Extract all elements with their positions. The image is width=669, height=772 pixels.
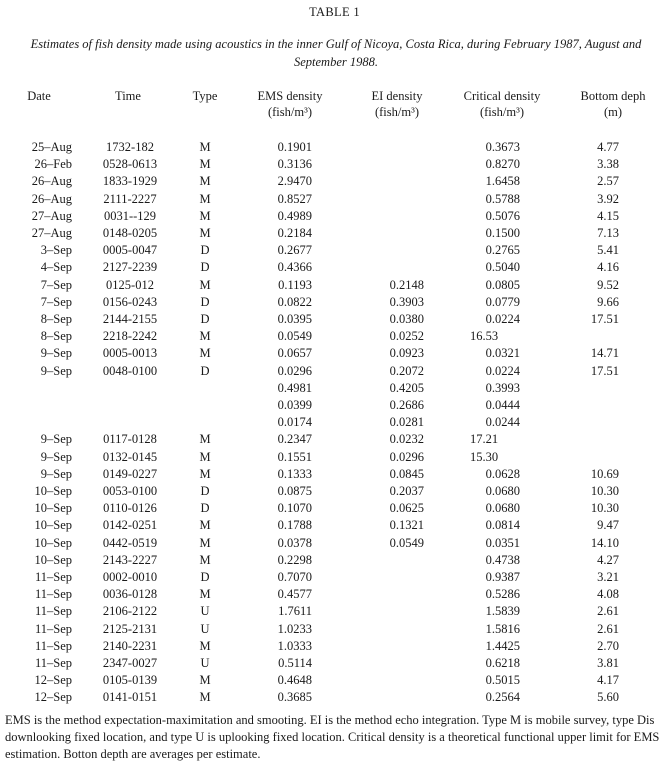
cell-bottom-depth: 4.77 [597,140,619,154]
cell-date: 11–Sep [34,621,72,636]
table-row [0,483,669,499]
cell-ems-density: 0.1333 [277,466,312,481]
cell-critical-density: 0.0680 [485,484,520,498]
cell-bottom-depth: 9.66 [597,294,619,309]
cell-time: 0002-0010 [102,570,158,584]
table-row [0,552,669,568]
cell-time: 0048-0100 [102,363,158,378]
cell-ems-density: 0.0378 [277,535,312,550]
cell-critical-density: 0.0321 [485,346,520,361]
cell-time: 0125-012 [106,277,154,292]
table-row [0,466,669,482]
cell-bottom-depth: 4.27 [597,552,619,567]
cell-bottom-depth: 2.61 [597,604,619,619]
cell-type: M [199,226,211,240]
table-row [0,621,669,637]
cell-ei-density: 0.3903 [389,294,424,309]
cell-ems-density: 0.7070 [277,570,312,584]
cell-bottom-depth: 5.41 [597,243,619,258]
cell-date: 11–Sep [34,638,72,653]
cell-bottom-depth: 3.92 [597,191,619,206]
cell-bottom-depth: 10.30 [590,501,619,516]
cell-ei-density: 0.2148 [389,277,424,292]
cell-ems-density: 0.5114 [278,656,312,670]
cell-time: 1732-182 [106,140,154,154]
header-ei-label: EI density [371,89,423,103]
cell-type: M [199,638,211,653]
table-row [0,535,669,551]
cell-bottom-depth: 4.16 [597,260,619,275]
cell-date: 11–Sep [34,604,72,619]
cell-ems-density: 0.8527 [277,191,312,206]
cell-critical-density: 0.0224 [485,363,520,378]
cell-ei-density: 0.1321 [389,518,424,533]
cell-ems-density: 0.4648 [277,673,312,688]
cell-bottom-depth: 9.47 [597,518,619,533]
cell-time: 0110-0126 [103,501,157,516]
cell-bottom-depth: 5.60 [597,690,619,705]
cell-critical-density: 0.5788 [485,191,520,206]
header-critical [452,88,552,120]
cell-critical-density: 17.21 [470,432,499,447]
table-row [0,638,669,654]
cell-type: M [199,432,211,447]
cell-date: 26–Feb [34,157,72,172]
cell-ems-density: 1.0233 [277,621,312,636]
cell-bottom-depth: 10.69 [590,466,619,481]
cell-ems-density: 0.0822 [277,294,312,309]
cell-ei-density: 0.0845 [389,466,424,481]
cell-type: D [200,363,210,378]
cell-ei-density: 0.4205 [389,380,424,395]
cell-date: 10–Sep [34,535,72,550]
cell-bottom-depth: 10.30 [590,484,619,498]
cell-date: 10–Sep [34,552,72,567]
cell-critical-density: 0.2564 [485,690,520,705]
cell-ems-density: 0.4366 [277,260,312,275]
cell-type: M [199,346,211,361]
cell-time: 2127-2239 [102,260,158,275]
cell-time: 2347-0027 [102,656,158,670]
cell-bottom-depth: 4.15 [597,208,619,223]
table-row [0,156,669,172]
cell-type: U [200,621,210,636]
table-row [0,139,669,155]
cell-type: M [199,174,211,189]
cell-ems-density: 0.3685 [277,690,312,705]
cell-ems-density: 0.0875 [277,484,312,498]
cell-critical-density: 0.0224 [485,312,520,326]
cell-critical-density: 0.0779 [485,294,520,309]
table-row [0,500,669,516]
cell-time: 0156-0243 [102,294,158,309]
cell-time: 2111-2227 [103,191,157,206]
header-bottom-unit: (m) [603,105,623,119]
cell-critical-density: 0.3993 [485,380,520,395]
cell-type: D [200,312,210,326]
cell-critical-density: 0.0805 [485,277,520,292]
cell-date: 27–Aug [31,226,72,240]
cell-ems-density: 0.0399 [277,398,312,412]
cell-bottom-depth: 3.38 [597,157,619,172]
table-footnote: EMS is the method expectation-maximitation and smooting. EI is the method echo integration. Type M is mobile survey, type Dis downlooking fixed location, and type U is uplooking fixed location. Critical density is a theoretical functional upper limit for EMS estimation. Botton depth are averages per estimate. [5,713,660,761]
header-critical-unit: (fish/m³) [479,105,525,119]
cell-ems-density: 1.7611 [278,604,312,619]
cell-date: 11–Sep [34,587,72,602]
cell-bottom-depth: 7.13 [597,226,619,240]
table-row [0,586,669,602]
cell-critical-density: 0.0814 [485,518,520,533]
cell-time: 2218-2242 [102,329,158,344]
cell-date: 25–Aug [31,140,72,154]
cell-ems-density: 0.0296 [277,363,312,378]
header-time: Time [115,89,141,103]
table-row [0,603,669,619]
cell-date: 12–Sep [34,673,72,688]
cell-type: U [200,656,210,670]
cell-time: 0528-0613 [102,157,158,172]
cell-date: 3–Sep [40,243,72,258]
cell-date: 27–Aug [31,208,72,223]
table-row [0,277,669,293]
cell-time: 0132-0145 [102,449,158,464]
cell-type: M [199,587,211,602]
table-row [0,173,669,189]
cell-type: D [200,243,210,258]
cell-critical-density: 0.5286 [485,587,520,602]
cell-type: M [199,329,211,344]
cell-ei-density: 0.2686 [389,398,424,412]
table-row [0,689,669,705]
cell-type: M [199,449,211,464]
cell-type: M [199,518,211,533]
cell-critical-density: 0.5015 [485,673,520,688]
cell-bottom-depth: 4.08 [597,587,619,602]
cell-time: 0142-0251 [102,518,158,533]
cell-ei-density: 0.0296 [389,449,424,464]
cell-ei-density: 0.0380 [389,312,424,326]
cell-critical-density: 0.1500 [485,226,520,240]
table-row [0,328,669,344]
cell-ei-density: 0.2037 [389,484,424,498]
header-ems-label: EMS density [257,89,323,103]
cell-ei-density: 0.0232 [389,432,424,447]
cell-date: 8–Sep [40,312,72,326]
cell-time: 0117-0128 [103,432,157,447]
table-row [0,569,669,585]
cell-bottom-depth: 14.10 [590,535,619,550]
cell-critical-density: 0.9387 [485,570,520,584]
cell-ei-density: 0.0923 [389,346,424,361]
cell-date: 9–Sep [40,346,72,361]
cell-type: M [199,277,211,292]
cell-ems-density: 0.0549 [277,329,312,344]
cell-type: M [199,673,211,688]
cell-time: 2143-2227 [102,552,158,567]
cell-date: 7–Sep [40,294,72,309]
cell-time: 0148-0205 [102,226,158,240]
cell-critical-density: 1.6458 [485,174,520,189]
cell-bottom-depth: 2.70 [597,638,619,653]
cell-date: 12–Sep [34,690,72,705]
cell-ems-density: 0.2184 [277,226,312,240]
cell-date: 7–Sep [40,277,72,292]
cell-ei-density: 0.0281 [389,415,424,430]
cell-time: 2140-2231 [102,638,158,653]
cell-ems-density: 0.0657 [277,346,312,361]
cell-critical-density: 0.2765 [485,243,520,258]
cell-time: 0053-0100 [102,484,158,498]
cell-type: D [200,570,210,584]
table-row [0,449,669,465]
cell-bottom-depth: 3.81 [597,656,619,670]
table-row [0,517,669,533]
cell-ems-density: 0.1788 [277,518,312,533]
cell-ems-density: 0.2298 [277,552,312,567]
cell-ems-density: 0.4577 [277,587,312,602]
table-caption: Estimates of fish density made using acoustics in the inner Gulf of Nicoya, Costa Rica, during February 1987, August and September 1988. [30,37,642,69]
table-row [0,208,669,224]
cell-date: 9–Sep [40,363,72,378]
cell-critical-density: 0.0244 [485,415,520,430]
table-row [0,345,669,361]
cell-bottom-depth: 2.57 [597,174,619,189]
cell-critical-density: 1.5839 [485,604,520,619]
cell-critical-density: 0.5076 [485,208,520,223]
cell-critical-density: 0.3673 [485,140,520,154]
cell-ems-density: 0.0395 [277,312,312,326]
cell-date: 11–Sep [34,570,72,584]
cell-ems-density: 0.2347 [277,432,312,447]
cell-type: D [200,294,210,309]
table-row [0,397,669,413]
cell-date: 11–Sep [34,656,72,670]
cell-bottom-depth: 4.17 [597,673,619,688]
cell-date: 10–Sep [34,484,72,498]
cell-time: 2125-2131 [102,621,158,636]
header-ems-unit: (fish/m³) [267,105,313,119]
header-bottom-label: Bottom deph [580,89,646,103]
cell-bottom-depth: 9.52 [597,277,619,292]
cell-ems-density: 1.0333 [277,638,312,653]
cell-ei-density: 0.0625 [389,501,424,516]
table-row [0,225,669,241]
cell-time: 0005-0047 [102,243,158,258]
table-row [0,259,669,275]
cell-time: 0141-0151 [102,690,158,705]
cell-time: 2144-2155 [102,312,158,326]
cell-type: M [199,191,211,206]
cell-critical-density: 0.5040 [485,260,520,275]
cell-ei-density: 0.2072 [389,363,424,378]
table-row [0,672,669,688]
cell-time: 0031--129 [103,208,157,223]
cell-type: U [200,604,210,619]
cell-time: 0149-0227 [102,466,158,481]
cell-ems-density: 0.3136 [277,157,312,172]
header-ei [357,88,437,120]
cell-time: 2106-2122 [102,604,158,619]
cell-date: 9–Sep [40,449,72,464]
cell-ems-density: 0.0174 [277,415,312,430]
table-row [0,414,669,430]
cell-date: 4–Sep [40,260,72,275]
cell-critical-density: 0.0351 [485,535,520,550]
table-title: TABLE 1 [309,5,360,19]
cell-critical-density: 0.0444 [485,398,520,412]
cell-time: 0036-0128 [102,587,158,602]
header-critical-label: Critical density [463,89,541,103]
cell-critical-density: 0.4738 [485,552,520,567]
cell-time: 0005-0013 [102,346,158,361]
cell-type: M [199,535,211,550]
cell-date: 10–Sep [34,501,72,516]
header-date: Date [27,89,51,103]
cell-type: M [199,140,211,154]
table-row [0,294,669,310]
cell-ems-density: 0.1070 [277,501,312,516]
cell-bottom-depth: 17.51 [590,312,619,326]
header-bottom [568,88,658,120]
cell-ems-density: 0.2677 [277,243,312,258]
cell-bottom-depth: 14.71 [590,346,619,361]
cell-critical-density: 1.4425 [485,638,520,653]
cell-type: M [199,466,211,481]
table-row [0,431,669,447]
cell-ems-density: 2.9470 [277,174,312,189]
cell-date: 9–Sep [40,466,72,481]
table-row [0,191,669,207]
header-ems [245,88,335,120]
cell-date: 26–Aug [31,174,72,189]
cell-ems-density: 0.1551 [277,449,312,464]
cell-type: D [200,501,210,516]
cell-type: M [199,157,211,172]
header-ei-unit: (fish/m³) [374,105,420,119]
cell-ems-density: 0.4989 [277,208,312,223]
table-row [0,311,669,327]
cell-bottom-depth: 3.21 [597,570,619,584]
cell-ei-density: 0.0549 [389,535,424,550]
table-row [0,655,669,671]
cell-type: M [199,208,211,223]
cell-type: D [200,484,210,498]
cell-critical-density: 0.8270 [485,157,520,172]
cell-critical-density: 0.0680 [485,501,520,516]
cell-time: 0105-0139 [102,673,158,688]
cell-critical-density: 0.6218 [485,656,520,670]
cell-critical-density: 16.53 [470,329,499,344]
cell-date: 9–Sep [40,432,72,447]
cell-bottom-depth: 2.61 [597,621,619,636]
cell-bottom-depth: 17.51 [590,363,619,378]
table-row [0,242,669,258]
cell-type: M [199,690,211,705]
table-row [0,363,669,379]
cell-type: D [200,260,210,275]
cell-ei-density: 0.0252 [389,329,424,344]
cell-time: 0442-0519 [102,535,158,550]
cell-date: 26–Aug [31,191,72,206]
cell-ems-density: 0.1193 [278,277,312,292]
table-row [0,380,669,396]
cell-date: 10–Sep [34,518,72,533]
header-type: Type [192,89,218,103]
cell-critical-density: 15.30 [470,449,499,464]
cell-date: 8–Sep [40,329,72,344]
cell-ems-density: 0.1901 [277,140,312,154]
cell-critical-density: 0.0628 [485,466,520,481]
cell-ems-density: 0.4981 [277,380,312,395]
cell-type: M [199,552,211,567]
cell-critical-density: 1.5816 [485,621,520,636]
cell-time: 1833-1929 [102,174,158,189]
